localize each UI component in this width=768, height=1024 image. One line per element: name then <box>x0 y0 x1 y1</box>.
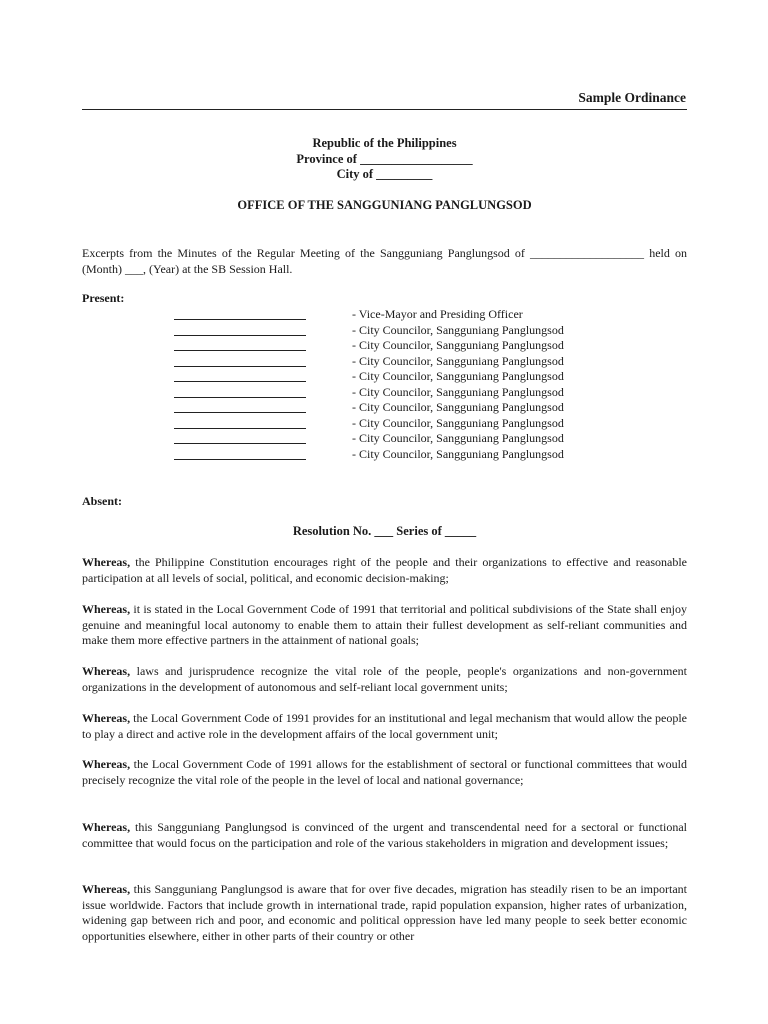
signature-blank <box>174 319 306 320</box>
whereas-paragraph <box>82 711 687 742</box>
whereas-paragraph <box>82 820 687 851</box>
present-member-row <box>82 307 687 323</box>
present-member-row <box>82 385 687 401</box>
whereas-lead: Whereas, <box>82 664 131 678</box>
member-role: - City Councilor, Sangguniang Panglungsod <box>352 353 564 368</box>
present-member-row <box>82 416 687 432</box>
signature-blank <box>174 459 306 460</box>
member-role: - City Councilor, Sangguniang Panglungsod <box>352 369 564 383</box>
member-role: - City Councilor, Sangguniang Panglungsod <box>352 415 564 430</box>
signature-blank <box>174 381 306 382</box>
whereas-paragraph <box>82 555 687 586</box>
whereas-lead: Whereas, <box>82 820 131 834</box>
signature-blank <box>174 428 306 429</box>
header-divider <box>82 109 687 110</box>
member-role: - City Councilor, Sangguniang Panglungsod <box>352 431 564 445</box>
signature-blank <box>174 443 306 444</box>
member-role: - City Councilor, Sangguniang Panglungsod <box>352 446 564 461</box>
signature-blank <box>174 366 306 367</box>
member-role: - City Councilor, Sangguniang Panglungsod <box>352 338 564 352</box>
signature-blank <box>174 412 306 413</box>
member-role: - City Councilor, Sangguniang Panglungsod <box>352 384 564 399</box>
whereas-paragraph <box>82 757 687 788</box>
resolution-title: Resolution No. ___ Series of _____ <box>292 524 477 538</box>
whereas-lead: Whereas, <box>82 555 131 569</box>
whereas-paragraph <box>82 882 687 944</box>
intro-paragraph: Excerpts from the Minutes of the Regular Meeting of the Sangguniang Panglungsod of ___________________ held on (Month) ___, (Year) at the SB Session Hall. <box>82 246 687 276</box>
present-member-row <box>82 369 687 385</box>
whereas-text: this Sangguniang Panglungsod is convinced of the urgent and transcendental need for a sectoral or functional committee that would focus on the participation and role of the various stakeholders in migration and development issues; <box>82 820 687 850</box>
whereas-text: the Local Government Code of 1991 provides for an institutional and legal mechanism that would allow the people to play a direct and active role in the development affairs of the local government unit; <box>82 711 687 741</box>
whereas-text: it is stated in the Local Government Code of 1991 that territorial and political subdivisions of the State shall enjoy genuine and meaningful local autonomy to enable them to attain their fullest development as self-reliant communities and make them more effective partners in the attainment of national goals; <box>82 602 687 647</box>
whereas-lead: Whereas, <box>82 602 131 616</box>
heading-city: City of _________ <box>336 167 433 181</box>
whereas-lead: Whereas, <box>82 882 131 896</box>
signature-blank <box>174 335 306 336</box>
signature-blank <box>174 350 306 351</box>
whereas-lead: Whereas, <box>82 711 131 725</box>
present-member-row <box>82 354 687 370</box>
present-member-row <box>82 338 687 354</box>
member-role: - Vice-Mayor and Presiding Officer <box>352 307 523 321</box>
whereas-paragraph <box>82 664 687 695</box>
present-member-row <box>82 447 687 463</box>
header-title: Sample Ordinance <box>578 90 686 105</box>
whereas-lead: Whereas, <box>82 757 131 771</box>
whereas-text: laws and jurisprudence recognize the vital role of the people, people's organizations and non-government organizations in the development of autonomous and self-reliant local government units; <box>82 664 687 694</box>
whereas-text: the Philippine Constitution encourages right of the people and their organizations to effective and reasonable participation at all levels of social, political, and economic decision-making; <box>82 555 687 585</box>
whereas-text: this Sangguniang Panglungsod is aware that for over five decades, migration has steadily risen to be an important issue worldwide. Factors that include growth in international trade, rapid population expansion, higher rates of urbanization, widening gap between rich and poor, and economic and political oppression have led many people to seek better economic opportunities elsewhere, either in other parts of their country or other <box>82 882 687 943</box>
whereas-text: the Local Government Code of 1991 allows for the establishment of sectoral or functional committees that would precisely recognize the vital role of the people in the level of local and national governance; <box>82 757 687 787</box>
heading-block <box>82 136 687 183</box>
heading-republic: Republic of the Philippines <box>312 136 457 150</box>
office-title: OFFICE OF THE SANGGUNIANG PANGLUNGSOD <box>237 198 532 212</box>
whereas-paragraph <box>82 602 687 649</box>
absent-label: Absent: <box>82 494 123 508</box>
member-role: - City Councilor, Sangguniang Panglungsod <box>352 400 564 414</box>
signature-blank <box>174 397 306 398</box>
present-member-row <box>82 400 687 416</box>
member-role: - City Councilor, Sangguniang Panglungsod <box>352 322 564 337</box>
present-member-row <box>82 431 687 447</box>
present-member-row <box>82 323 687 339</box>
present-label: Present: <box>82 291 125 305</box>
heading-province: Province of __________________ <box>296 151 473 166</box>
